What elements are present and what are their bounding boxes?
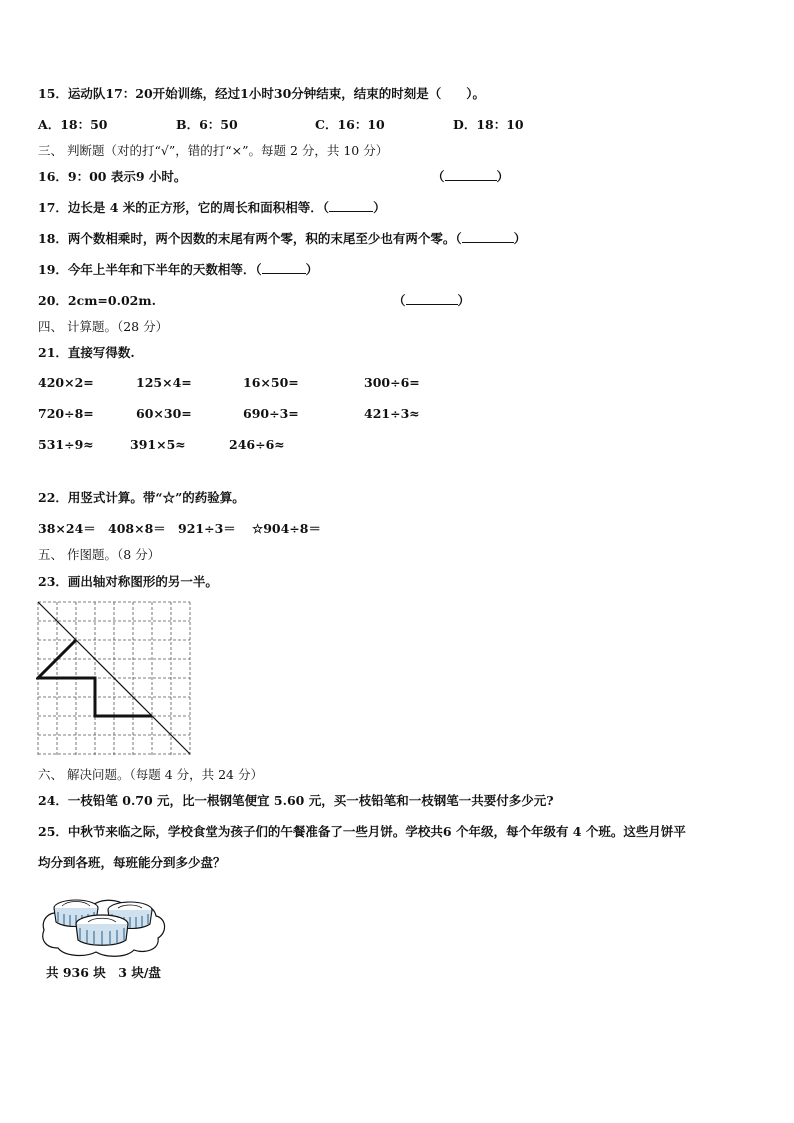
q17-answer-blank[interactable] <box>329 198 373 212</box>
section4-title: 四、 计算题。（28 分） <box>38 319 169 334</box>
q19-text <box>38 260 318 278</box>
q19-statement: 19．今年上半年和下半年的天数相等．（ <box>38 262 262 277</box>
q21-expr: 300÷6= <box>364 375 420 390</box>
q21-expr: 690÷3= <box>243 406 299 421</box>
paren-open: （ <box>432 169 445 184</box>
q18-statement: 18．两个数相乘时，两个因数的末尾有两个零，积的末尾至少也有两个零。（ <box>38 231 462 246</box>
q19-answer-blank[interactable] <box>262 260 306 274</box>
section5-title: 五、 作图题。（8 分） <box>38 547 161 562</box>
q16-answer-blank[interactable] <box>432 167 509 185</box>
paren-close: ） <box>496 169 510 184</box>
mooncake-front <box>76 915 128 945</box>
q15-text: 15．运动队17：20开始训练，经过1小时30分钟结束，结束的时刻是（ ）。 <box>38 86 486 101</box>
q15-option-a: A．18：50 <box>38 117 108 132</box>
paren-close: ） <box>373 200 386 215</box>
q20-text: 20．2cm=0.02m. <box>38 293 156 308</box>
q20-answer-blank[interactable] <box>393 291 470 309</box>
mooncake-caption: 共 936 块 3 块/盘 <box>46 965 161 980</box>
q16-text: 16．9：00 表示9 小时。 <box>38 169 187 184</box>
blank-line <box>445 167 497 181</box>
q25-text-line1: 25．中秋节来临之际，学校食堂为孩子们的午餐准备了一些月饼。学校共6 个年级，每个年级有 4 个班。这些月饼平 <box>38 824 686 839</box>
paren-close: ） <box>305 262 319 277</box>
q22-expr: 921÷3＝ <box>178 521 236 536</box>
paren-close: ） <box>513 231 527 246</box>
mooncake-plate-illustration <box>38 888 168 960</box>
q17-statement: 17．边长是 4 米的正方形，它的周长和面积相等．（ <box>38 200 330 215</box>
section3-title: 三、 判断题（对的打“√”，错的打“×”。每题 2 分，共 10 分） <box>38 143 389 158</box>
q15-option-c: C．16：10 <box>315 117 385 132</box>
q21-expr: 720÷8= <box>38 406 94 421</box>
q15-option-b: B．6：50 <box>176 117 238 132</box>
q21-expr: 246÷6≈ <box>229 437 285 452</box>
section6-title: 六、 解决问题。（每题 4 分，共 24 分） <box>38 767 263 782</box>
q22-expr: ☆904÷8＝ <box>252 521 321 536</box>
q21-expr: 531÷9≈ <box>38 437 94 452</box>
symmetry-grid-figure <box>36 600 194 758</box>
q18-answer-blank[interactable] <box>462 229 514 243</box>
q18-text <box>38 229 526 247</box>
q21-expr: 420×2= <box>38 375 94 390</box>
q21-expr: 421÷3≈ <box>364 406 420 421</box>
q15-option-d: D．18：10 <box>453 117 524 132</box>
q23-text: 23．画出轴对称图形的另一半。 <box>38 574 218 589</box>
q21-expr: 16×50= <box>243 375 299 390</box>
q24-text: 24．一枝铅笔 0.70 元，比一根钢笔便宜 5.60 元，买一枝铅笔和一枝钢笔一共要付多少元? <box>38 793 554 808</box>
q21-expr: 391×5≈ <box>130 437 186 452</box>
q21-expr: 60×30= <box>136 406 192 421</box>
q21-text: 21．直接写得数. <box>38 345 135 360</box>
blank-line <box>406 291 458 305</box>
q25-text-line2: 均分到各班，每班能分到多少盘？ <box>38 855 226 870</box>
q22-expr: 408×8＝ <box>108 521 166 536</box>
q22-expr: 38×24＝ <box>38 521 96 536</box>
q17-text <box>38 198 386 216</box>
paren-close: ） <box>457 293 471 308</box>
paren-open: （ <box>393 293 406 308</box>
q21-expr: 125×4= <box>136 375 192 390</box>
q22-text: 22．用竖式计算。带“☆”的药验算。 <box>38 490 245 505</box>
